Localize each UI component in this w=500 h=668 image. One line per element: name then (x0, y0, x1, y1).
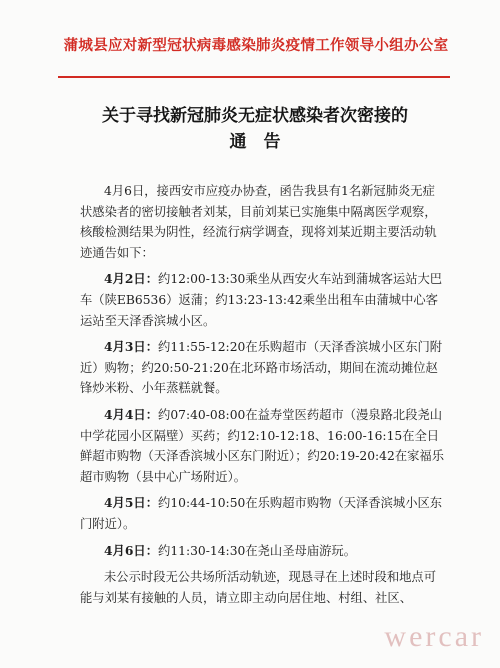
entry-text: 约10:44-10:50在乐购超市购物（天泽香滨城小区东门附近）。 (80, 496, 443, 531)
entry-text: 约11:30-14:30在尧山圣母庙游玩。 (158, 543, 357, 558)
entry-date: 4月5日： (104, 495, 159, 511)
itinerary-entry (80, 405, 444, 487)
closing-paragraph: 未公示时段无公共场所活动轨迹，现恳寻在上述时段和地点可能与刘某有接触的人员，请立即主动向居住地、村组、社区、 (80, 570, 437, 605)
issuing-office-header: 蒲城县应对新型冠状病毒感染肺炎疫情工作领导小组办公室 (63, 37, 449, 54)
entry-text: 约11:55-12:20在乐购超市（天泽香滨城小区东门附近）购物；约20:50-21:20在北环路市场活动，期间在流动摊位赵锋炒米粉、小年蒸糕就餐。 (80, 340, 443, 396)
entry-date: 4月3日： (104, 339, 159, 355)
notice-title-line-2: 通 告 (229, 132, 281, 152)
itinerary-entry (80, 269, 444, 331)
entry-text: 约07:40-08:00在益寿堂医药超市（漫泉路北段尧山中学花园小区隔壁）买药；约12:10-12:18、16:00-16:15在全日鲜超市购物（天泽香滨城小区东门附近）；约20:19-20:42在家福乐超市购物（县中心广场附近）。 (80, 407, 445, 484)
intro-paragraph: 4月6日，接西安市应疫办协查，函告我县有1名新冠肺炎无症状感染者的密切接触者刘某，目前刘某已实施集中隔离医学观察，核酸检测结果为阴性，经流行病学调查，现将刘某近期主要活动轨迹通告如下： (80, 184, 437, 260)
entry-text: 约12:00-13:30乘坐从西安火车站到蒲城客运站大巴车（陕EB6536）返蒲；约13:23-13:42乘坐出租车由蒲城中心客运站至天泽香滨城小区。 (80, 272, 443, 328)
notice-title-line-1: 关于寻找新冠肺炎无症状感染者次密接的 (102, 106, 408, 126)
itinerary-entry (80, 337, 444, 399)
entry-date: 4月6日： (104, 542, 159, 558)
notice-body (80, 181, 444, 614)
itinerary-entry (80, 541, 444, 562)
red-header-rule (58, 76, 450, 78)
entry-date: 4月2日： (104, 271, 159, 287)
itinerary-entry (80, 493, 444, 534)
entry-date: 4月4日： (104, 406, 159, 422)
watermark: wercar (384, 620, 484, 653)
notice-title (70, 103, 440, 155)
